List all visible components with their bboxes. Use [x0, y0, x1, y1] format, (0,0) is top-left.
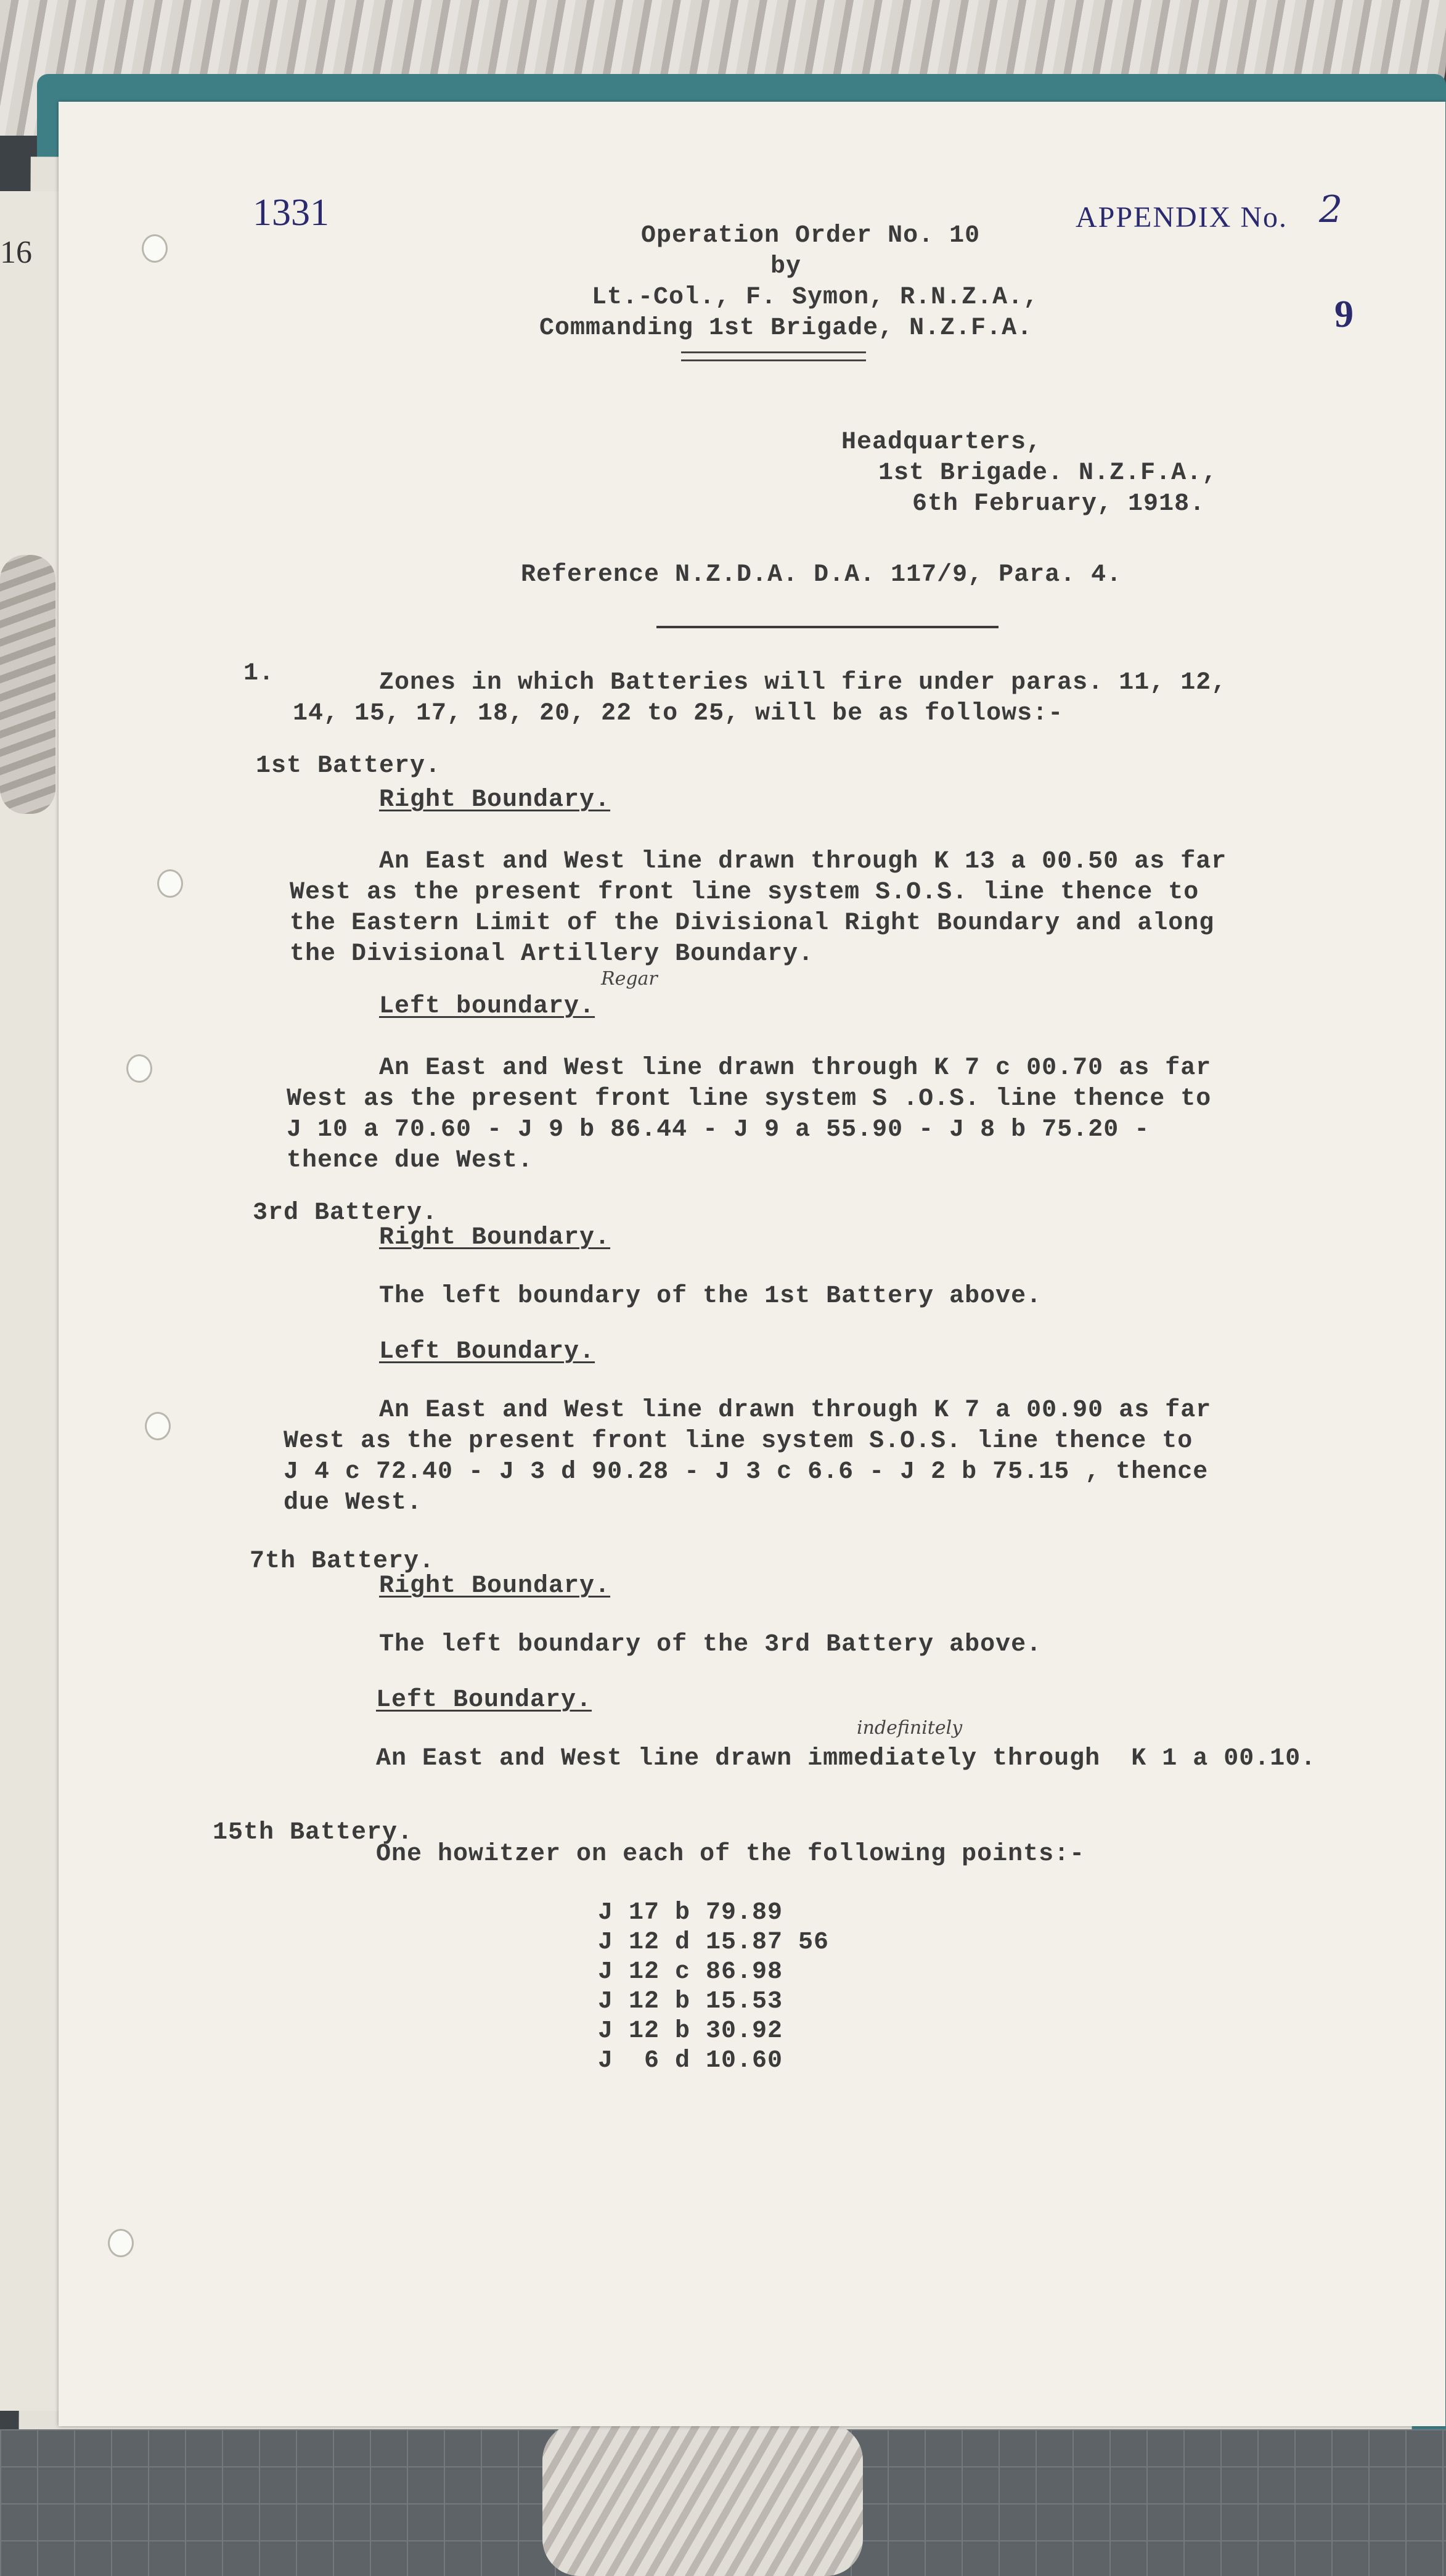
edge-page-number: 16	[0, 235, 32, 270]
battery-1-left-boundary: Left boundary.	[379, 993, 595, 1020]
paragraph-line: Zones in which Batteries will fire under paras. 11, 12,	[379, 669, 1227, 697]
target-point: J 12 d 15.87 56	[598, 1929, 830, 1956]
battery-1-right-text: the Divisional Artillery Boundary.	[290, 940, 814, 968]
title-double-rule	[681, 351, 866, 361]
target-point: J 17 b 79.89	[598, 1899, 783, 1927]
battery-1-right-text: An East and West line drawn through K 13 a 00.50 as far	[379, 848, 1227, 876]
battery-7-left-text: An East and West line drawn immediately through K 1 a 00.10.	[376, 1745, 1317, 1773]
order-title: Operation Order No. 10	[641, 222, 981, 250]
hq-line-2: 1st Brigade. N.Z.F.A.,	[878, 459, 1218, 487]
battery-3-left-text: West as the present front line system S.O.S. line thence to	[284, 1427, 1193, 1455]
battery-3-left-text: due West.	[284, 1489, 423, 1517]
page-number: 9	[1334, 293, 1354, 335]
battery-3-right-text: The left boundary of the 1st Battery above.	[379, 1282, 1042, 1310]
battery-1-right-text: the Eastern Limit of the Divisional Right Boundary and along	[290, 909, 1215, 937]
handwritten-correction: Regar	[601, 968, 658, 990]
paragraph-line: 14, 15, 17, 18, 20, 22 to 25, will be as follows:-	[293, 700, 1064, 728]
punch-hole	[126, 1054, 152, 1083]
battery-7-right-text: The left boundary of the 3rd Battery above.	[379, 1631, 1042, 1659]
punch-hole	[157, 869, 183, 898]
binding-cord-bottom	[542, 2423, 863, 2576]
battery-1-left-text: J 10 a 70.60 - J 9 b 86.44 - J 9 a 55.90 - J 8 b 75.20 -	[287, 1116, 1150, 1144]
order-command: Commanding 1st Brigade, N.Z.F.A.	[539, 314, 1033, 342]
reference-line: Reference N.Z.D.A. D.A. 117/9, Para. 4.	[521, 561, 1122, 589]
battery-1-left-text: West as the present front line system S .O.S. line thence to	[287, 1085, 1212, 1113]
battery-1-left-text: thence due West.	[287, 1147, 534, 1175]
battery-3-right-boundary: Right Boundary.	[379, 1224, 611, 1252]
reference-rule	[656, 626, 999, 628]
target-point: J 12 b 30.92	[598, 2017, 783, 2045]
battery-1-left-text: An East and West line drawn through K 7 c 00.70 as far	[379, 1054, 1212, 1082]
battery-3-left-text: J 4 c 72.40 - J 3 d 90.28 - J 3 c 6.6 - J 2 b 75.15 , thence	[284, 1458, 1209, 1486]
battery-7-heading: 7th Battery.	[250, 1548, 435, 1575]
punch-hole	[108, 2229, 134, 2257]
battery-1-heading: 1st Battery.	[256, 752, 441, 780]
serial-number-stamp: 1331	[253, 192, 329, 234]
appendix-number: 2	[1319, 188, 1343, 231]
battery-15-text: One howitzer on each of the following points:-	[376, 1840, 1085, 1868]
punch-hole	[145, 1412, 171, 1440]
paragraph-number: 1.	[243, 660, 275, 687]
battery-3-heading: 3rd Battery.	[253, 1199, 438, 1227]
binding-cord-side	[0, 555, 55, 814]
appendix-stamp: APPENDIX No.	[1076, 201, 1288, 234]
order-title-by: by	[770, 253, 802, 281]
battery-3-left-text: An East and West line drawn through K 7 a 00.90 as far	[379, 1397, 1212, 1424]
target-point: J 12 b 15.53	[598, 1988, 783, 2016]
hq-date: 6th February, 1918.	[912, 490, 1206, 518]
order-author: Lt.-Col., F. Symon, R.N.Z.A.,	[592, 284, 1039, 311]
handwritten-insertion: indefinitely	[857, 1717, 963, 1739]
battery-1-right-boundary: Right Boundary.	[379, 786, 611, 814]
punch-hole	[142, 234, 168, 263]
battery-7-right-boundary: Right Boundary.	[379, 1572, 611, 1600]
target-point: J 6 d 10.60	[598, 2047, 783, 2075]
battery-7-left-boundary: Left Boundary.	[376, 1686, 592, 1714]
hq-line-1: Headquarters,	[841, 429, 1042, 456]
document-page	[59, 102, 1445, 2426]
target-point: J 12 c 86.98	[598, 1958, 783, 1986]
battery-1-right-text: West as the present front line system S.O.S. line thence to	[290, 879, 1199, 906]
battery-3-left-boundary: Left Boundary.	[379, 1338, 595, 1366]
battery-15-heading: 15th Battery.	[213, 1819, 414, 1847]
